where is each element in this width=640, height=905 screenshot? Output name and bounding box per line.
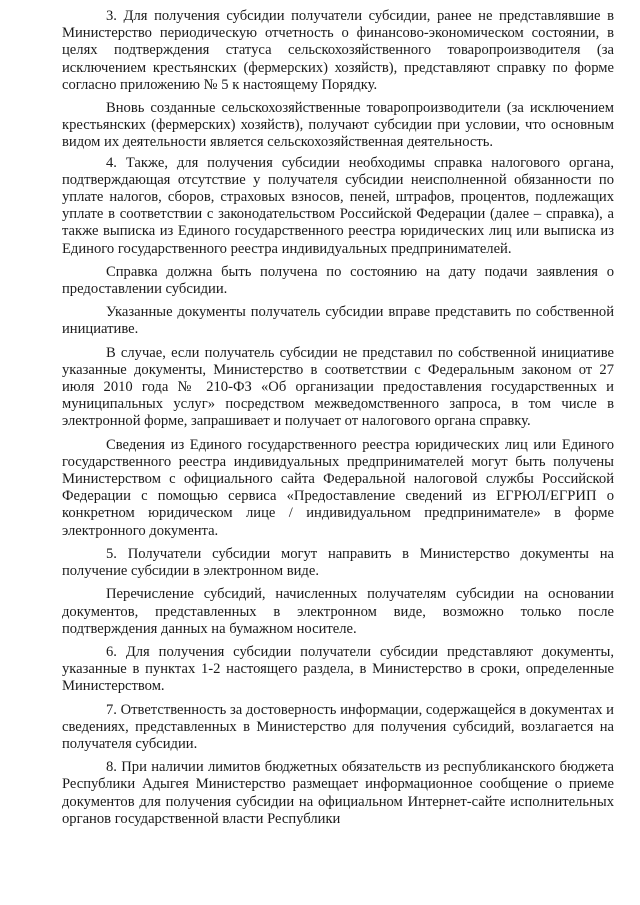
paragraph-8: 8. При наличии лимитов бюджетных обязательств из республиканского бюджета Республики Адыгея Министерство размещает информационное сообщение о приеме документов для получения субсидии на официальном Интернет-сайте исполнительных органов государственной власти Республики [62,759,614,827]
paragraph-5: 5. Получатели субсидии могут направить в Министерство документы на получение субсидии в электронном виде. [62,545,614,580]
paragraph-3: 3. Для получения субсидии получатели субсидии, ранее не представлявшие в Министерство периодическую отчетность о финансово-экономическом состоянии, в целях подтверждения статуса сельскохозяйственного товаропроизводителя (за исключением крестьянских (фермерских) хозяйств), представляют справку по форме согласно приложению № 5 к настоящему Порядку. [62,8,614,93]
paragraph-7: 7. Ответственность за достоверность информации, содержащейся в документах и сведениях, представленных в Министерство для получения субсидий, возлагается на получателя субсидии. [62,701,614,752]
paragraph-transfer: Перечисление субсидий, начисленных получателям субсидии на основании документов, представленных в электронном виде, возможно только после подтверждения данных на бумажном носителе. [62,586,614,637]
paragraph-4: 4. Также, для получения субсидии необходимы справка налогового органа, подтверждающая отсутствие у получателя субсидии неисполненной обязанности по уплате налогов, сборов, страховых взносов, пеней, штрафов, процентов, подлежащих уплате в соответствии с законодательством Российской Федерации (далее – справка), а также выписка из Единого государственного реестра юридических лиц или выписка из Единого государственного реестра индивидуальных предпринимателей. [62,154,614,257]
paragraph-egrul-egrip: Сведения из Единого государственного реестра юридических лиц или Единого государственного реестра индивидуальных предпринимателей могут быть получены Министерством с официального сайта Федеральной налоговой службы Российской Федерации с помощью сервиса «Предоставление сведений из ЕГРЮЛ/ЕГРИП о конкретном юридическом лице / индивидуальном предпринимателе» в форме электронного документа. [62,436,614,539]
paragraph-6: 6. Для получения субсидии получатели субсидии представляют документы, указанные в пунктах 1-2 настоящего раздела, в Министерство в сроки, определенные Министерством. [62,643,614,695]
paragraph-own-initiative: Указанные документы получатель субсидии вправе представить по собственной инициативе. [62,304,614,338]
paragraph-certificate-date: Справка должна быть получена по состоянию на дату подачи заявления о предоставлении субсидии. [62,263,614,298]
paragraph-interagency-request: В случае, если получатель субсидии не представил по собственной инициативе указанные документы, Министерство в соответствии с Федеральным законом от 27 июля 2010 года № 210-ФЗ «Об организации предоставления государственных и муниципальных услуг» посредством межведомственного запроса, в том числе в электронной форме, запрашивает и получает от налогового органа справку. [62,344,614,430]
paragraph-new-producers: Вновь созданные сельскохозяйственные товаропроизводители (за исключением крестьянских (фермерских) хозяйств), получают субсидии при условии, что основным видом их деятельности является сельскохозяйственная деятельность. [62,100,614,151]
